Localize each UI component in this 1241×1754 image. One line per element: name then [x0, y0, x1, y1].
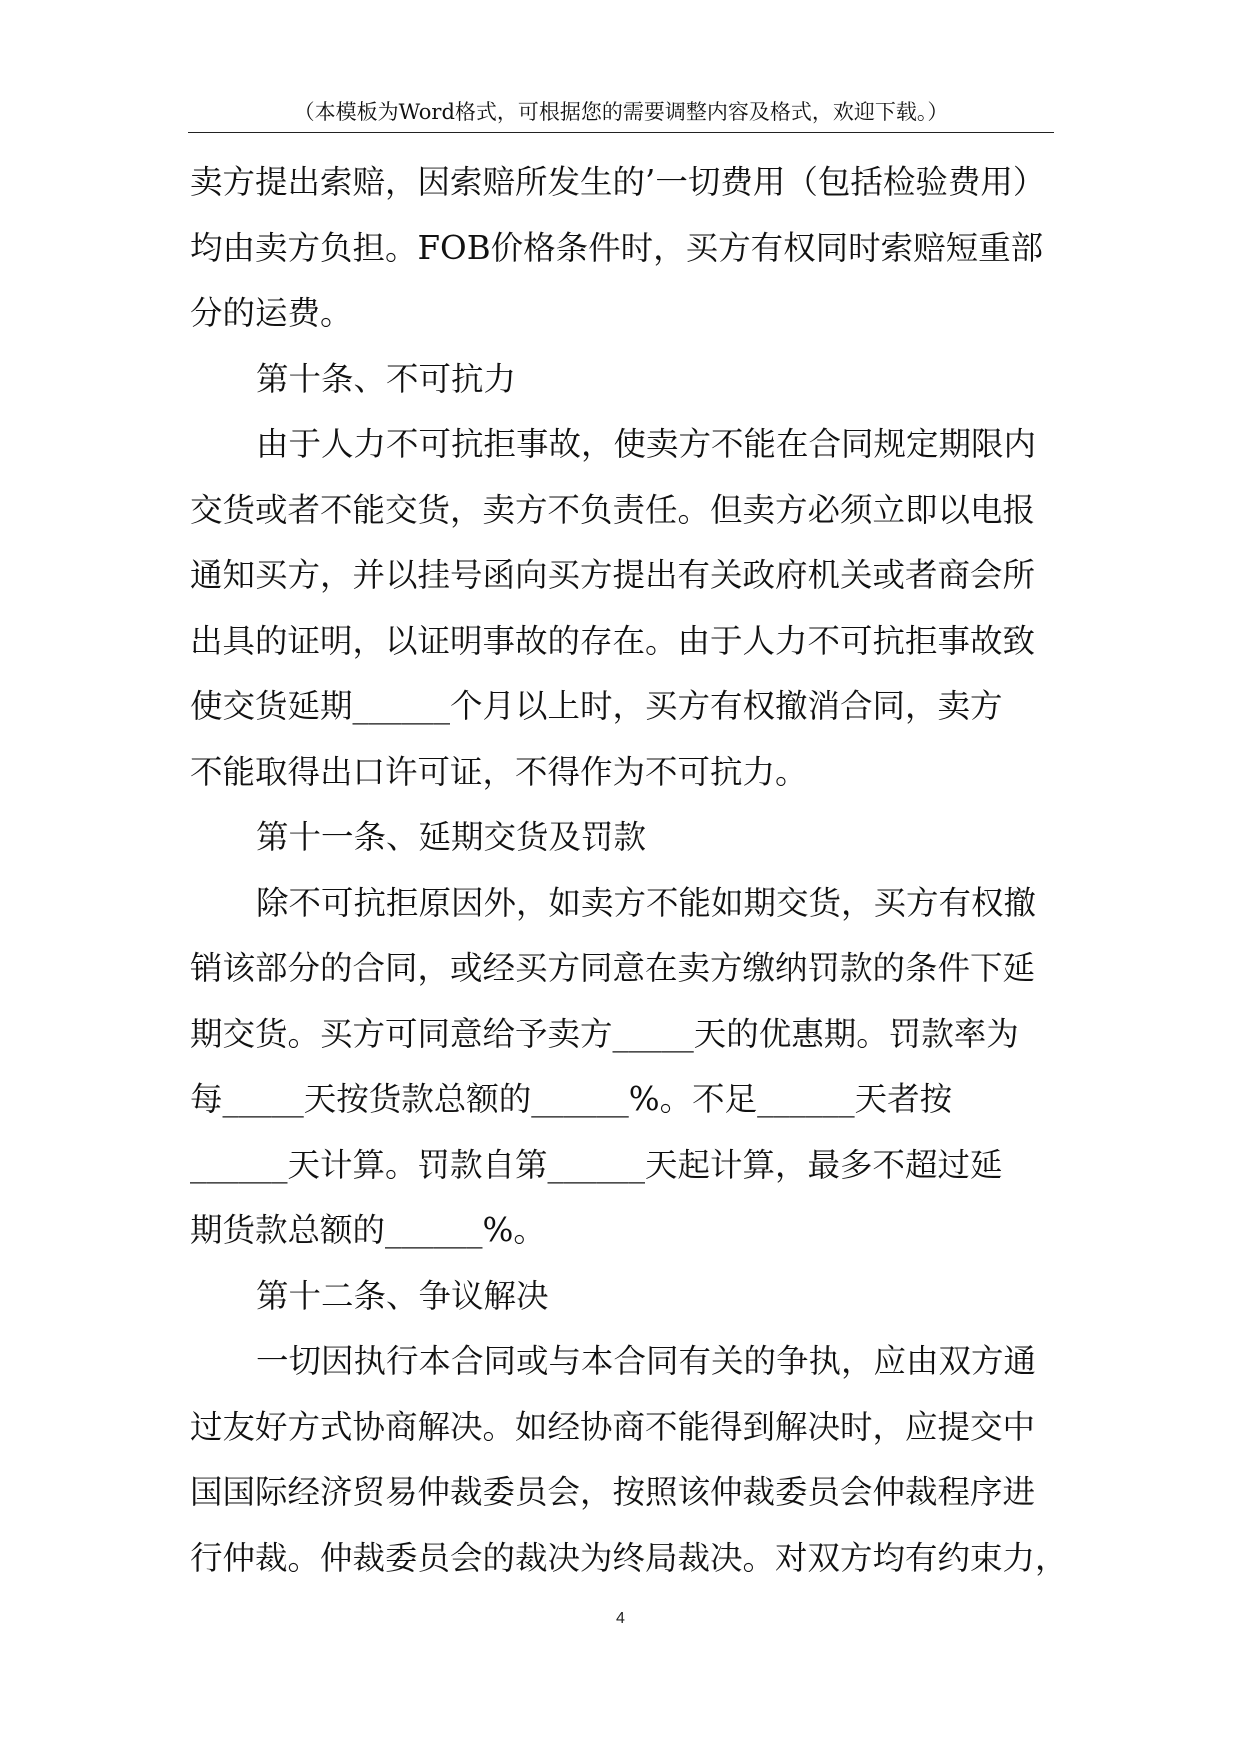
text-line: 使交货延期______个月以上时，买方有权撤消合同，卖方 — [190, 687, 1003, 725]
text-line: 期货款总额的______%。 — [190, 1211, 546, 1249]
text-line: 国国际经济贸易仲裁委员会，按照该仲裁委员会仲裁程序进 — [190, 1473, 1036, 1511]
text-line: 行仲裁。仲裁委员会的裁决为终局裁决。对双方均有约束力， — [190, 1538, 1068, 1577]
text-line: ______天计算。罚款自第______天起计算，最多不超过延 — [190, 1145, 1003, 1184]
text-line: 期交货。买方可同意给予卖方_____天的优惠期。罚款率为 — [190, 1014, 1019, 1053]
text-line: 通知买方，并以挂号函向买方提出有关政府机关或者商会所 — [190, 556, 1036, 594]
header-divider — [188, 132, 1054, 133]
text-line: 分的运费。 — [190, 294, 353, 332]
text-line: 由于人力不可抗拒事故，使卖方不能在合同规定期限内 — [256, 425, 1037, 463]
text-line: 不能取得出口许可证，不得作为不可抗力。 — [190, 752, 808, 791]
text-line: 每_____天按货款总额的______%。不足______天者按 — [190, 1080, 953, 1118]
text-line: 过友好方式协商解决。如经协商不能得到解决时，应提交中 — [190, 1407, 1036, 1446]
text-line: 出具的证明，以证明事故的存在。由于人力不可抗拒事故致 — [190, 621, 1036, 660]
text-line: 销该部分的合同，或经买方同意在卖方缴纳罚款的条件下延 — [190, 949, 1036, 987]
section-heading-article-12: 第十二条、争议解决 — [256, 1276, 549, 1315]
text-line: 卖方提出索赔，因索赔所发生的’一切费用（包括检验费用） — [190, 163, 1046, 201]
text-line: 除不可抗拒原因外，如卖方不能如期交货，买方有权撤 — [256, 883, 1037, 922]
header-note: （本模板为Word格式，可根据您的需要调整内容及格式，欢迎下载。） — [293, 100, 949, 124]
document-body — [190, 150, 1068, 1591]
section-heading-article-11: 第十一条、延期交货及罚款 — [256, 818, 647, 856]
section-heading-article-10: 第十条、不可抗力 — [256, 359, 517, 398]
text-line: 均由卖方负担。FOB价格条件时，买方有权同时索赔短重部 — [190, 228, 1044, 267]
page-number: 4 — [616, 1610, 625, 1627]
text-line: 一切因执行本合同或与本合同有关的争执，应由双方通 — [256, 1342, 1037, 1380]
text-line: 交货或者不能交货，卖方不负责任。但卖方必须立即以电报 — [190, 490, 1036, 529]
